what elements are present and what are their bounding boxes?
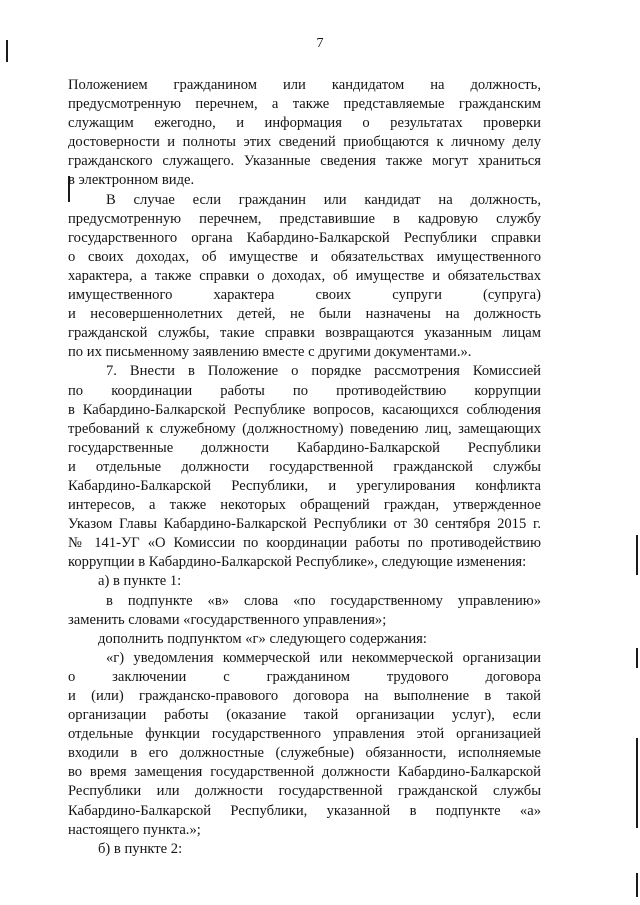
- text-line: интересов, а также некоторых обращений граждан, утвержденное: [68, 497, 541, 514]
- text-line: входили в его должностные (служебные) обязанности, исполняемые: [68, 745, 541, 762]
- text-line: коррупции в Кабардино-Балкарской Республике», следующие изменения:: [68, 554, 527, 571]
- text-line: № 141-УГ «О Комиссии по координации работы по противодействию: [68, 535, 541, 552]
- text-line: в подпункте «в» слова «по государственному управлению»: [106, 592, 541, 609]
- text-line: предусмотренную перечнем, представившие в кадровую службу: [68, 210, 541, 227]
- text-line: В случае если гражданин или кандидат на должность,: [106, 191, 541, 208]
- text-line: по координации работы по противодействию коррупции: [68, 382, 541, 399]
- text-line: государственного органа Кабардино-Балкарской Республики справки: [68, 229, 541, 246]
- text-line: в электронном виде.: [68, 172, 195, 189]
- text-line: Положением гражданином или кандидатом на должность,: [68, 77, 541, 93]
- text-line: во время замещения государственной должности Кабардино-Балкарской: [68, 764, 541, 781]
- text-line: служащим ежегодно, и информация о результатах проверки: [68, 115, 541, 132]
- text-line: предусмотренную перечнем, а также представляемые гражданским: [68, 96, 541, 113]
- scan-artifact-mark: [636, 648, 638, 668]
- scan-artifact-mark: [6, 40, 8, 62]
- text-line: государственные должности Кабардино-Балкарской Республики: [68, 439, 541, 456]
- text-line: Кабардино-Балкарской Республики, указанной в подпункте «а»: [68, 802, 541, 819]
- scan-artifact-mark: [636, 535, 638, 575]
- text-line: организации работы (оказание такой организации услуг), если: [68, 707, 541, 724]
- text-line: а) в пункте 1:: [98, 573, 182, 590]
- document-body: [68, 76, 541, 859]
- text-line: требований к служебному (должностному) поведению лиц, замещающих: [68, 420, 541, 437]
- text-line: дополнить подпунктом «г» следующего содержания:: [98, 630, 427, 647]
- text-line: 7. Внести в Положение о порядке рассмотрения Комиссией: [106, 363, 541, 380]
- page-number: 7: [316, 36, 324, 51]
- text-line: характера, а также справки о доходах, об имуществе и обязательствах: [68, 267, 541, 284]
- text-line: достоверности и полноты этих сведений приобщаются к личному делу: [68, 134, 541, 151]
- text-line: имущественного характера своих супруги (супруга): [68, 287, 541, 304]
- text-line: и отдельные должности государственной гражданской службы: [68, 458, 541, 475]
- text-line: Указом Главы Кабардино-Балкарской Республики от 30 сентября 2015 г.: [68, 516, 541, 533]
- text-line: в Кабардино-Балкарской Республике вопросов, касающихся соблюдения: [68, 401, 541, 418]
- text-line: б) в пункте 2:: [98, 840, 183, 857]
- text-line: гражданской службы, такие справки возвращаются указанным лицам: [68, 325, 541, 342]
- text-line: по их письменному заявлению вместе с другими документами.».: [68, 344, 472, 361]
- text-line: Республики или должности государственной гражданской службы: [68, 783, 541, 800]
- text-line: и несовершеннолетних детей, не были назначены на должность: [68, 306, 541, 323]
- scan-artifact-mark: [636, 738, 638, 828]
- text-line: «г) уведомления коммерческой или некоммерческой организации: [106, 649, 541, 666]
- text-line: отдельные функции государственного управления этой организацией: [68, 726, 541, 743]
- scan-artifact-mark: [636, 873, 638, 897]
- text-line: о своих доходах, об имуществе и обязательствах имущественного: [68, 248, 541, 265]
- text-line: гражданского служащего. Указанные сведения также могут храниться: [68, 153, 541, 170]
- text-line: заменить словами «государственного управления»;: [68, 611, 387, 628]
- text-line: о заключении с гражданином трудового договора: [68, 668, 541, 685]
- text-line: Кабардино-Балкарской Республики, и урегулирования конфликта: [68, 477, 541, 494]
- text-line: и (или) гражданско-правового договора на выполнение в такой: [68, 688, 541, 704]
- text-line: настоящего пункта.»;: [68, 821, 201, 838]
